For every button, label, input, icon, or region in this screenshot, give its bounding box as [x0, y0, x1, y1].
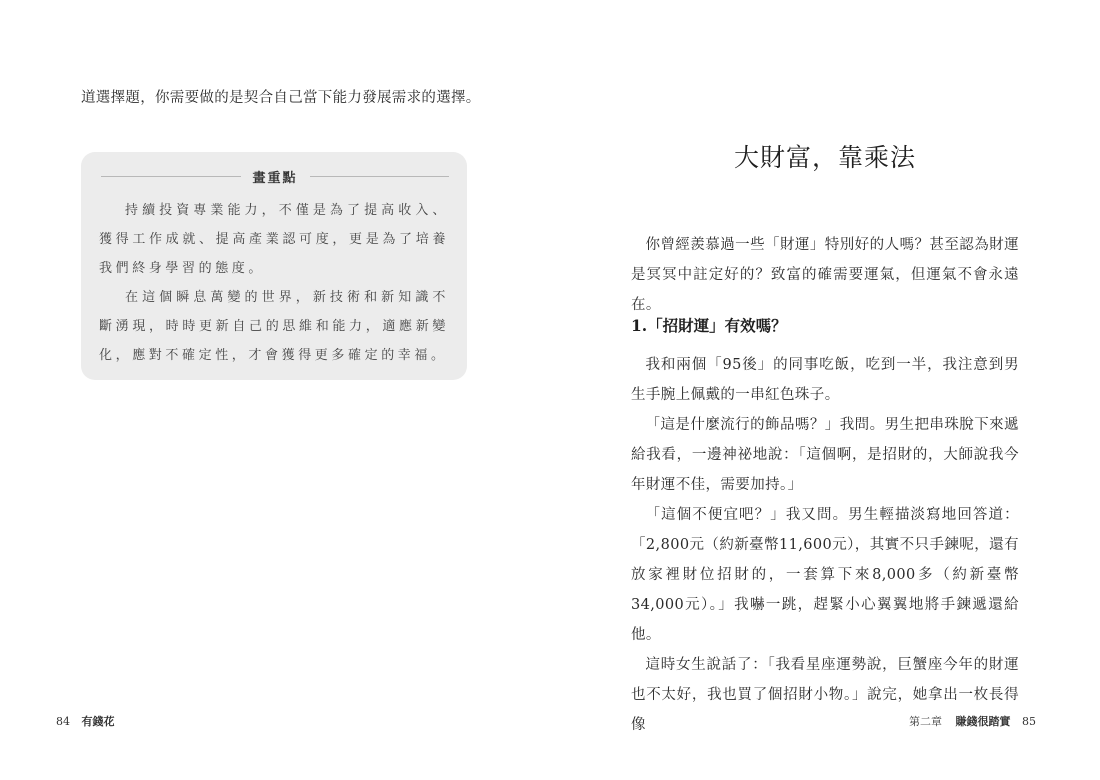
chapter-title-text: 大財富，靠乘法 [733, 143, 916, 172]
highlight-header [101, 166, 449, 186]
intro-section [631, 230, 1019, 320]
story-paragraph: 「這是什麼流行的飾品嗎？」我問。男生把串珠脫下來遞給我看，一邊神祕地說：「這個啊，是招財的，大師說我今年財運不佳，需要加持。」 [631, 417, 1019, 493]
chapter-label: 第二章 [909, 715, 942, 728]
page-number: 84 [56, 715, 70, 728]
highlight-paragraph: 在這個瞬息萬變的世界，新技術和新知識不斷湧現，時時更新自己的思維和能力，適應新變化，應對不確定性，才會獲得更多確定的幸福。 [99, 290, 449, 363]
chapter-title [550, 138, 1100, 174]
page-number: 85 [1022, 715, 1036, 728]
divider-left [101, 176, 241, 177]
highlight-paragraph: 持續投資專業能力，不僅是為了提高收入、獲得工作成就、提高產業認可度，更是為了培養我們終身學習的態度。 [99, 203, 449, 276]
story-section [631, 350, 1019, 740]
divider-right [310, 176, 450, 177]
chapter-name: 賺錢很踏實 [955, 715, 1011, 728]
lead-line-text: 道選擇題，你需要做的是契合自己當下能力發展需求的選擇。 [81, 90, 481, 106]
story-paragraph: 我和兩個「95後」的同事吃飯，吃到一半，我注意到男生手腕上佩戴的一串紅色珠子。 [631, 357, 1019, 403]
right-page [550, 0, 1100, 780]
left-footer [56, 713, 115, 729]
book-title: 有錢花 [81, 715, 115, 728]
intro-paragraph: 你曾經羨慕過一些「財運」特別好的人嗎？甚至認為財運是冥冥中註定好的？致富的確需要運氣，但運氣不會永遠在。 [631, 237, 1019, 313]
right-footer [909, 713, 1036, 729]
section-heading: 1.「招財運」有效嗎？ [631, 316, 787, 335]
highlight-title: 畫重點 [252, 170, 298, 186]
story-paragraph: 「這個不便宜吧？」我又問。男生輕描淡寫地回答道：「2,800元（約新臺幣11,600元），其實不只手鍊呢，還有放家裡財位招財的，一套算下來8,000多（約新臺幣34,000元）。」我嚇一跳，趕緊小心翼翼地將手鍊遞還給他。 [631, 507, 1019, 643]
highlight-box [81, 152, 467, 380]
highlight-body [99, 196, 449, 370]
story-paragraph: 這時女生說話了：「我看星座運勢說，巨蟹座今年的財運也不太好，我也買了個招財小物。」說完，她拿出一枚長得像 [631, 657, 1019, 733]
